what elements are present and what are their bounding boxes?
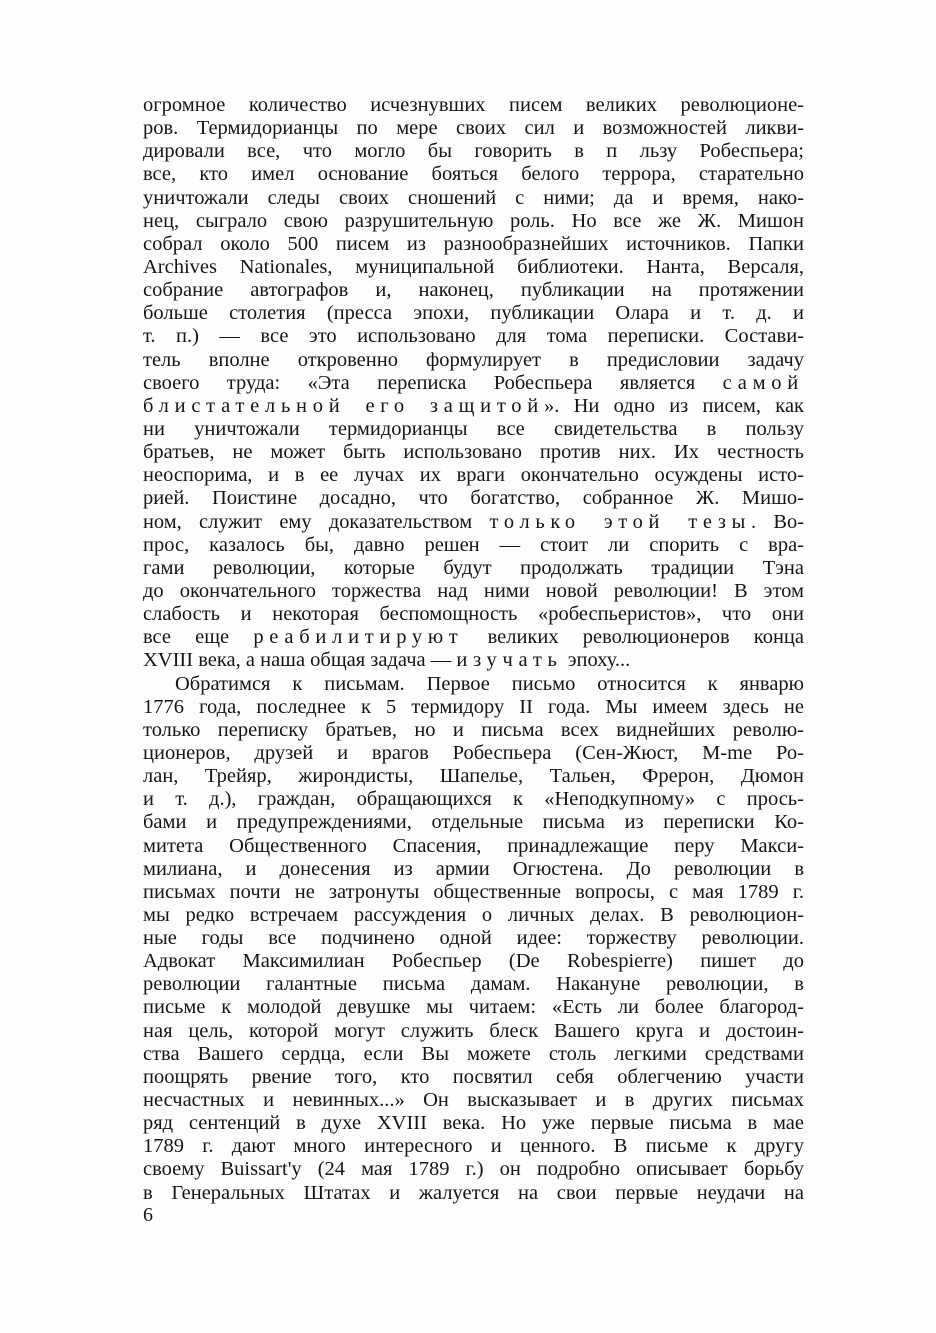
text-line: ционеров, друзей и врагов Робеспьера (Сен-Жюст, М-me Ро- [143, 741, 804, 764]
spaced-emphasis: блистательной его защитой [143, 394, 544, 417]
text-line: лан, Трейяр, жирондисты, Шапелье, Тальен, Фрерон, Дюмон [143, 765, 804, 788]
text-line: ства Вашего сердца, если Вы можете столь легкими средствами [143, 1042, 804, 1065]
text-line: ном, служит ему доказательством только этой тезы. Во- [143, 510, 804, 533]
text-line: огромное количество исчезнувших писем великих революционе- [143, 94, 804, 116]
text-line: братьев, не может быть использовано против них. Их честность [143, 441, 804, 464]
text-line: ные годы все подчинено одной идее: торжеству революции. [143, 927, 804, 950]
page-number: 6 [143, 1204, 153, 1226]
text-line: 1789 г. дают много интересного и ценного. В письме к другу [143, 1135, 804, 1158]
text-line: ров. Термидорианцы по мере своих сил и возможностей ликви- [143, 117, 804, 140]
text-line: ни уничтожали термидорианцы все свидетельства в пользу [143, 417, 804, 440]
text-line: несчастных и невинных...» Он высказывает и в других письмах [143, 1089, 804, 1112]
text-line: неоспорима, и в ее лучах их враги окончательно осуждены исто- [143, 464, 804, 487]
text-line: до окончательного торжества над ними новой революции! В этом [143, 579, 804, 602]
text-line: своему Buissart'у (24 мая 1789 г.) он подробно описывает борьбу [143, 1158, 804, 1181]
spaced-emphasis: реабилитируют [253, 626, 464, 649]
text-line: гами революции, которые будут продолжать традиции Тэна [143, 556, 804, 579]
text-line: больше столетия (пресса эпохи, публикации Олара и т. д. и [143, 302, 804, 325]
text-line: поощрять рвение того, кто посвятил себя облегчению участи [143, 1065, 804, 1088]
page-text [143, 94, 804, 1205]
text-line: революции галантные письма дамам. Накануне революции, в [143, 973, 804, 996]
text-line: XVIII века, а наша общая задача — изучать эпоху... [143, 649, 631, 672]
text-line: 1776 года, последнее к 5 термидору II года. Мы имеем здесь не [143, 695, 804, 718]
text-line: уничтожали следы своих сношений с ними; да и время, нако- [143, 186, 804, 209]
text-line: все еще реабилитируют великих революционеров конца [143, 626, 804, 649]
text-line: дировали все, что могло бы говорить в п льзу Робеспьера; [143, 140, 804, 163]
text-line: бами и предупреждениями, отдельные письма из переписки Ко- [143, 811, 804, 834]
text-line: ная цель, которой могут служить блеск Вашего круга и достоин- [143, 1019, 804, 1042]
text-line: слабость и некоторая беспомощность «робеспьеристов», что они [143, 603, 804, 626]
text-line: собрал около 500 писем из разнообразнейших источников. Папки [143, 232, 804, 255]
paragraph-2 [143, 673, 804, 1205]
text-line: нец, сыграло свою разрушительную роль. Но все же Ж. Мишон [143, 209, 804, 232]
text-line: письме к молодой девушке мы читаем: «Есть ли более благород- [143, 996, 804, 1019]
text-line: мы редко встречаем рассуждения о личных делах. В революцион- [143, 903, 804, 926]
text-line: своего труда: «Эта переписка Робеспьера является самой [143, 371, 804, 394]
text-line: Archives Nationales, муниципальной библиотеки. Нанта, Версаля, [143, 255, 804, 278]
text-line: письмах почти не затронуты общественные вопросы, с мая 1789 г. [143, 880, 804, 903]
spaced-emphasis: изучать [456, 649, 563, 672]
spaced-emphasis: самой [722, 371, 804, 394]
text-line: только переписку братьев, но и письма всех виднейших револю- [143, 718, 804, 741]
text-line: ряд сентенций в духе XVIII века. Но уже первые письма в мае [143, 1112, 804, 1135]
text-line: милиана, и донесения из армии Огюстена. До революции в [143, 857, 804, 880]
spaced-emphasis: только этой тезы [489, 510, 751, 533]
text-line: митета Общественного Спасения, принадлежащие перу Макси- [143, 834, 804, 857]
text-line: прос, казалось бы, давно решен — стоит ли спорить с вра- [143, 533, 804, 556]
text-line: т. п.) — все это использовано для тома переписки. Состави- [143, 325, 804, 348]
text-line: все, кто имел основание бояться белого террора, старательно [143, 163, 804, 186]
text-line: блистательной его защитой». Ни одно из писем, как [143, 394, 804, 417]
text-line: и т. д.), граждан, обращающихся к «Неподкупному» с прось- [143, 788, 804, 811]
text-line: Адвокат Максимилиан Робеспьер (De Robespierre) пишет до [143, 950, 804, 973]
text-line: в Генеральных Штатах и жалуется на свои первые неудачи на [143, 1181, 804, 1204]
text-line: рией. Поистине досадно, что богатство, собранное Ж. Мишо- [143, 487, 804, 510]
text-line: Обратимся к письмам. Первое письмо относится к январю [175, 672, 804, 695]
text-line: собрание автографов и, наконец, публикации на протяжении [143, 279, 804, 302]
text-line: тель вполне откровенно формулирует в предисловии задачу [143, 348, 804, 371]
paragraph-1 [143, 94, 804, 673]
